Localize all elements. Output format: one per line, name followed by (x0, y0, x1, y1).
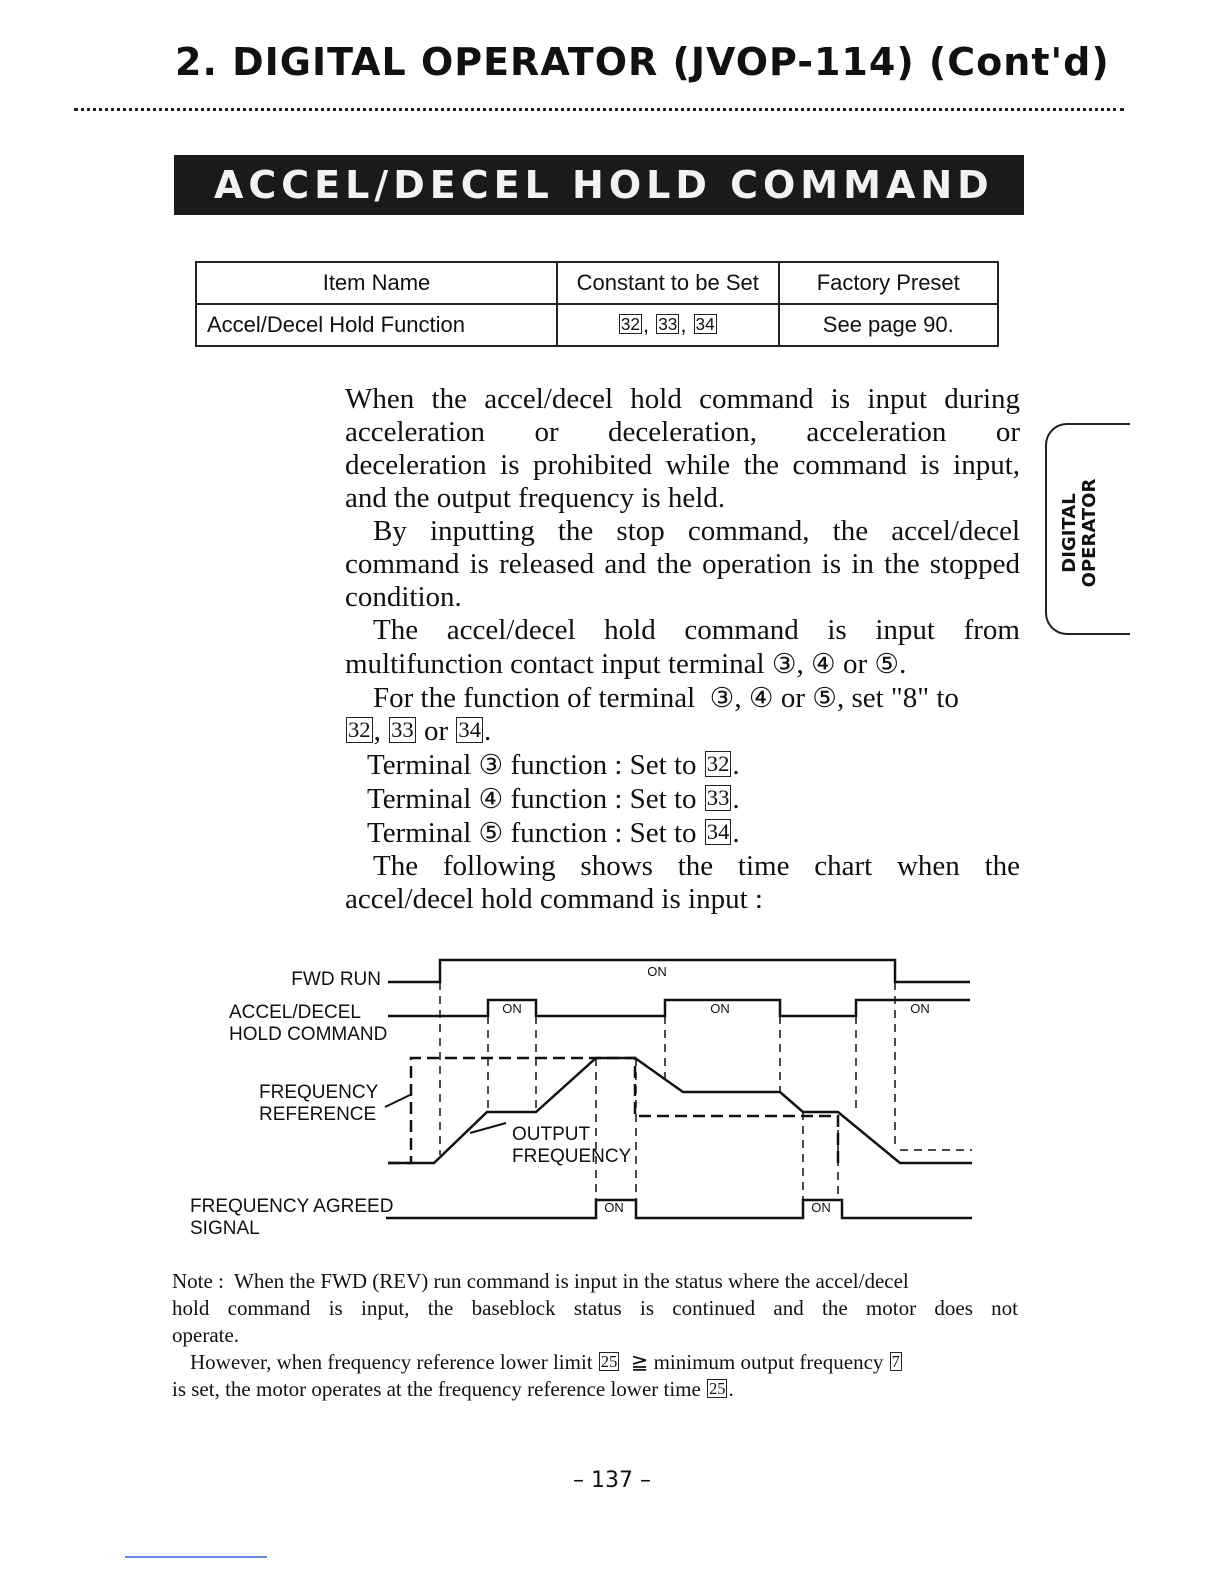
terminal-circle: ⑤ (478, 817, 504, 848)
text-span: When the FWD (REV) run command is input in the status where the accel/decel (234, 1269, 909, 1293)
label-frequency-reference-2: REFERENCE (259, 1104, 377, 1125)
header-factory-preset: Factory Preset (779, 262, 998, 304)
label-frequency-agreed-1: FREQUENCY AGREED (190, 1196, 394, 1217)
fwd-run-on-label: ON (647, 964, 667, 979)
item-name-cell: Accel/Decel Hold Function (196, 304, 557, 346)
note-line: hold command is input, the baseblock status is continued and the motor does not (172, 1296, 1018, 1320)
text-span: or (843, 648, 868, 680)
constant-box: 34 (695, 313, 715, 334)
header-item-name: Item Name (196, 262, 557, 304)
constant-box: 33 (391, 717, 414, 743)
paragraph-line: accel/decel hold command is input : (345, 883, 763, 915)
constant-box: 33 (706, 785, 730, 811)
paragraph-line: acceleration or deceleration, acceleration or (345, 416, 1020, 448)
constant-box: 32 (348, 717, 371, 743)
paragraph-line: For the function of terminal ③, ④ or ⑤, set "8" to (373, 682, 959, 714)
body-text (345, 383, 1020, 916)
terminal-circle: ④ (478, 783, 504, 814)
terminal-line: Terminal ④ function : Set to 33 . (367, 783, 740, 815)
note-line: operate. (172, 1323, 240, 1347)
paragraph-line: The accel/decel hold command is input from (373, 614, 1020, 646)
agreed-pulse-1-on-label: ON (604, 1200, 624, 1215)
terminal-line: Terminal ⑤ function : Set to 34 . (367, 817, 740, 849)
constant-box: 25 (600, 1352, 618, 1372)
hold-pulse-3-on-label: ON (910, 1001, 930, 1016)
text-span: is set, the motor operates at the frequency reference lower time (172, 1377, 701, 1401)
output-frequency-trace (388, 1058, 972, 1163)
hold-pulse-2-on-label: ON (710, 1001, 730, 1016)
note-line: is set, the motor operates at the frequency reference lower time 25 . (172, 1377, 734, 1401)
side-tab-label (1060, 433, 1120, 633)
label-fwd-run: FWD RUN (291, 969, 381, 990)
paragraph-line: condition. (345, 581, 462, 613)
agreed-pulse-2-on-label: ON (811, 1200, 831, 1215)
text-span: or (780, 682, 805, 714)
terminal-circle: ③ (478, 749, 504, 780)
hold-pulse-1-on-label: ON (502, 1001, 522, 1016)
terminal-circle: ③ (709, 682, 735, 713)
label-frequency-reference-1: FREQUENCY (259, 1082, 379, 1103)
constant-box: 34 (458, 717, 481, 743)
label-hold-command-1: ACCEL/DECEL (229, 1002, 361, 1023)
constant-box: 32 (706, 751, 730, 777)
text-span: multifunction contact input terminal (345, 648, 765, 680)
constant-box: 32 (620, 313, 640, 334)
section-side-tab (1045, 423, 1130, 635)
note-line (172, 1268, 1018, 1295)
page-number: – 137 – (573, 1468, 651, 1493)
paragraph-line: deceleration is prohibited while the command is input, (345, 449, 1020, 481)
paragraph-line: multifunction contact input terminal ③, ④ or ⑤. (345, 648, 907, 680)
terminal-circle: ⑤ (874, 648, 900, 679)
factory-preset-cell: See page 90. (779, 304, 998, 346)
side-tab-line: DIGITAL (1059, 493, 1080, 573)
paragraph-line: By inputting the stop command, the accel/decel (373, 515, 1020, 547)
paragraph-line: The following shows the time chart when the (373, 850, 1020, 882)
constants-cell: 32 , 33 , 34 (557, 304, 779, 346)
constant-box: 25 (709, 1379, 726, 1399)
text-span: function : Set to (510, 749, 697, 781)
paragraph-line: When the accel/decel hold command is input during (345, 383, 1020, 415)
label-output-frequency-2: FREQUENCY (512, 1146, 632, 1167)
label-frequency-agreed-2: SIGNAL (190, 1218, 260, 1239)
text-span: However, when frequency reference lower limit (190, 1350, 593, 1374)
paragraph-line: and the output frequency is held. (345, 482, 726, 514)
paragraph-line: 32 , 33 or 34 . (348, 715, 492, 747)
table-header-row (196, 262, 998, 304)
section-banner: ACCEL/DECEL HOLD COMMAND (174, 155, 1024, 215)
fwd-run-trace (388, 960, 970, 982)
terminal-line: Terminal ③ function : Set to 32 . (367, 749, 740, 781)
constant-box: 34 (706, 819, 730, 845)
bottom-edge-mark (125, 1556, 267, 1558)
note-block (172, 1268, 1018, 1403)
text-span: , (373, 715, 381, 747)
label-hold-command-2: HOLD COMMAND (229, 1024, 388, 1045)
text-span: or (423, 715, 449, 747)
reference-leader-line (385, 1095, 410, 1107)
side-tab-line: OPERATOR (1079, 478, 1100, 588)
table-row (196, 304, 998, 346)
hold-command-trace (388, 1000, 970, 1016)
text-span: ≧ minimum output frequency (630, 1350, 884, 1374)
terminal-circle: ④ (811, 648, 836, 679)
header-divider (74, 108, 1124, 111)
paragraph-line: command is released and the operation is in the stopped (345, 548, 1020, 580)
constant-box: 33 (658, 313, 678, 334)
text-span: Terminal (367, 749, 472, 781)
terminal-circle: ⑤ (812, 682, 837, 713)
text-span: , set "8" to (836, 682, 959, 714)
terminal-circle: ④ (748, 682, 774, 713)
text-span: function : Set to (510, 817, 697, 849)
note-line (172, 1349, 1018, 1376)
parameter-table (195, 261, 999, 347)
text-span: Terminal (367, 817, 472, 849)
note-prefix: Note : (172, 1269, 224, 1293)
page-header-title: 2. DIGITAL OPERATOR (JVOP-114) (Cont'd) (175, 40, 1110, 84)
constant-box: 7 (891, 1352, 900, 1372)
text-span: function : Set to (510, 783, 697, 815)
text-span: Terminal (367, 783, 472, 815)
label-output-frequency-1: OUTPUT (512, 1124, 591, 1145)
timing-chart (0, 940, 1224, 1250)
terminal-circle: ③ (771, 648, 797, 679)
header-constant: Constant to be Set (557, 262, 779, 304)
text-span: For the function of terminal (373, 682, 696, 714)
frequency-agreed-trace (386, 1200, 972, 1218)
